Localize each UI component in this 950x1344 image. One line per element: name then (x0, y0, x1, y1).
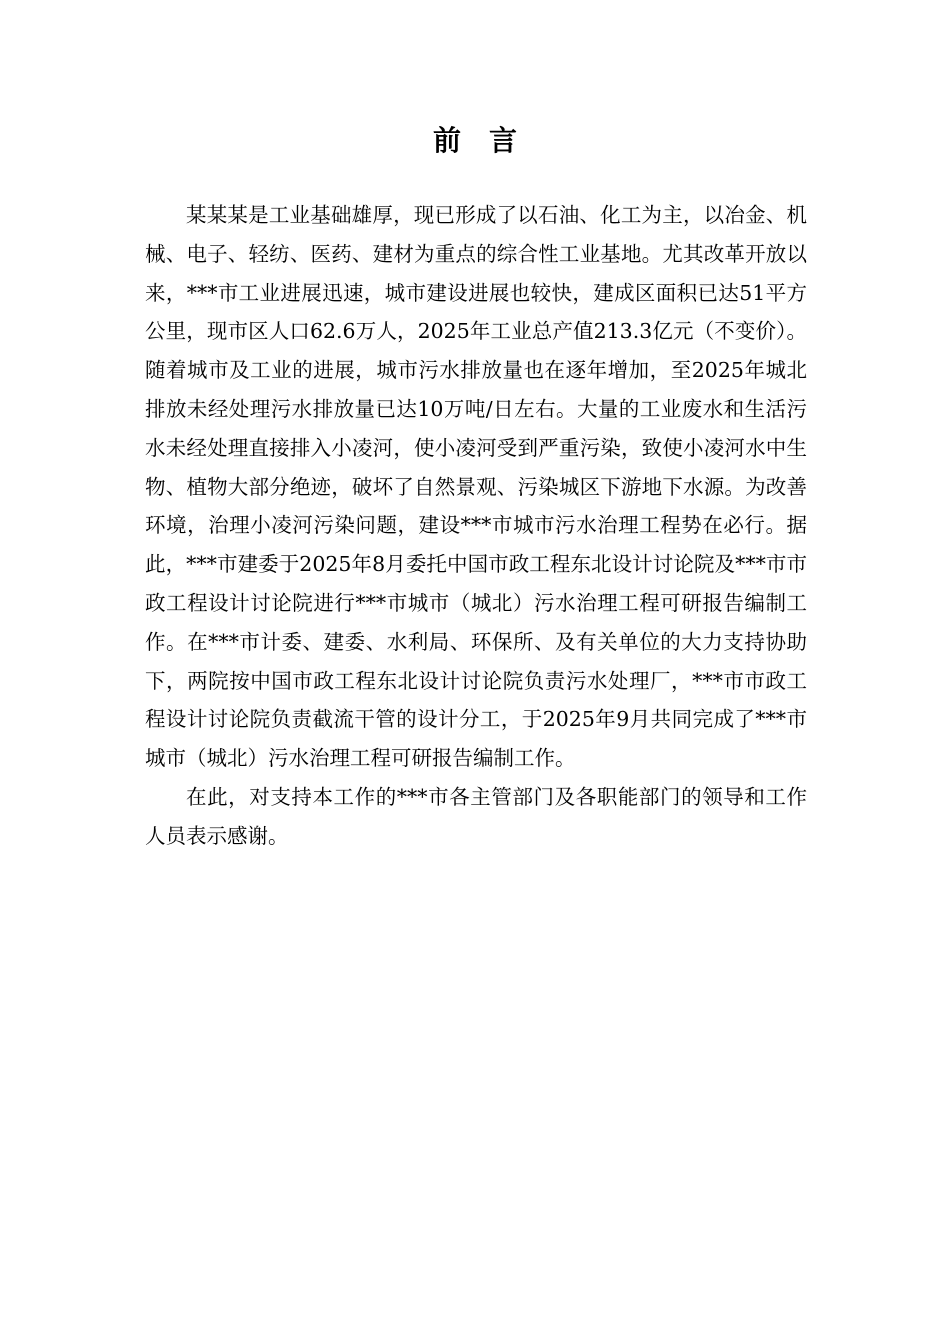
paragraph-intro: 某某某是工业基础雄厚，现已形成了以石油、化工为主，以冶金、机械、电子、轻纺、医药、建材为重点的综合性工业基地。尤其改革开放以来，***市工业进展迅速，城市建设进展也较快，建成区面积已达51平方公里，现市区人口62.6万人，2025年工业总产值213.3亿元（不变价）。随着城市及工业的进展，城市污水排放量也在逐年增加，至2025年城北排放未经处理污水排放量已达10万吨/日左右。大量的工业废水和生活污水未经处理直接排入小凌河，使小凌河受到严重污染，致使小凌河水中生物、植物大部分绝迹，破坏了自然景观、污染城区下游地下水源。为改善环境，治理小凌河污染问题，建设***市城市污水治理工程势在必行。据此，***市建委于2025年8月委托中国市政工程东北设计讨论院及***市市政工程设计讨论院进行***市城市（城北）污水治理工程可研报告编制工作。在***市计委、建委、水利局、环保所、及有关单位的大力支持协助下，两院按中国市政工程东北设计讨论院负责污水处理厂，***市市政工程设计讨论院负责截流干管的设计分工，于2025年9月共同完成了***市城市（城北）污水治理工程可研报告编制工作。 (145, 203, 807, 771)
paragraph-thanks: 在此，对支持本工作的***市各主管部门及各职能部门的领导和工作人员表示感谢。 (145, 784, 807, 848)
document-body (145, 196, 807, 856)
page-title: 前言 (432, 124, 545, 157)
